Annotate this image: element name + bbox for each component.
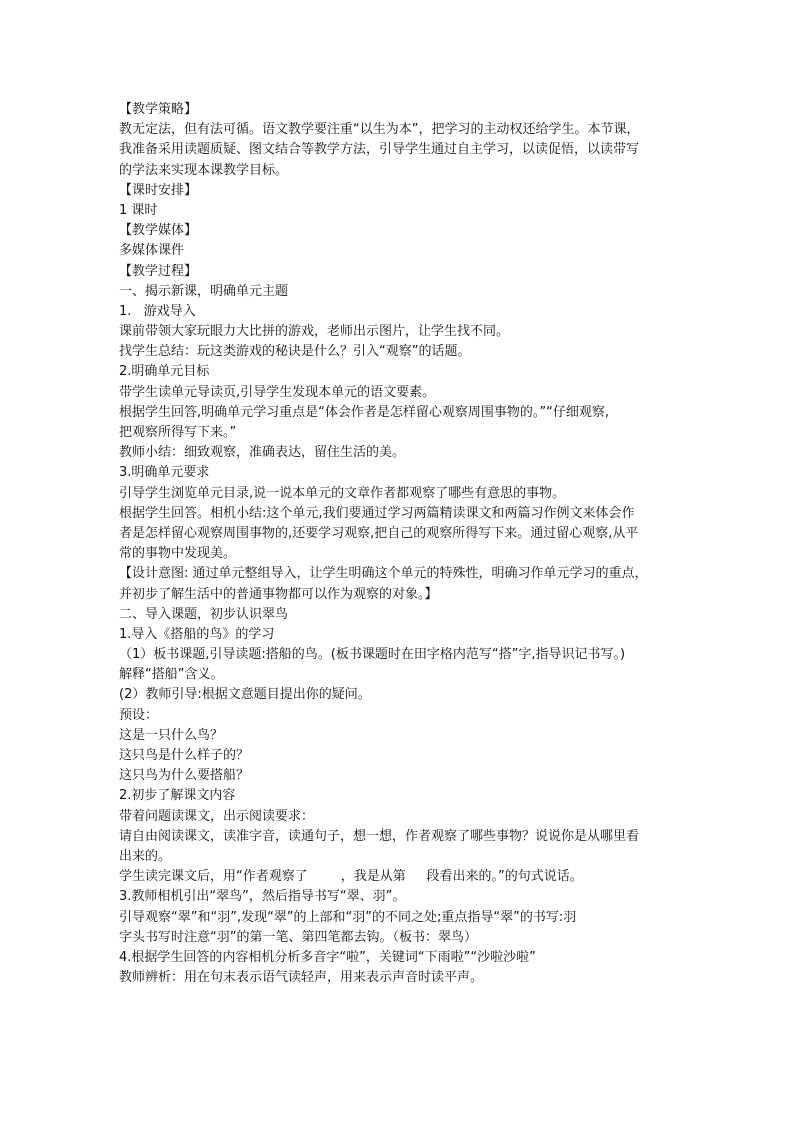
paragraph-line: 我准备采用读题质疑、图文结合等教学方法，引导学生通过自主学习，以读促悟，以读带写 <box>119 142 640 158</box>
section-heading-media: 【教学媒体】 <box>119 223 198 239</box>
paragraph-line: 找学生总结：玩这类游戏的秘诀是什么？引入“观察”的话题。 <box>119 344 471 360</box>
paragraph-line: 的学法来实现本课教学目标。 <box>119 162 289 178</box>
list-item: 3.明确单元要求 <box>119 465 210 481</box>
section-heading-schedule: 【课时安排】 <box>119 182 198 198</box>
paragraph-line: 者是怎样留心观察周围事物的,还要学习观察,把自己的观察所得写下来。通过留心观察,从平 <box>119 525 639 541</box>
paragraph-line: 学生读完课文后，用“作者观察了 ，我是从第 段看出来的。”的句式说话。 <box>119 869 583 885</box>
list-item: 4.根据学生回答的内容相机分析多音字“啦”，关键词“下雨啦”“沙啦沙啦” <box>119 949 536 965</box>
list-item: 2.明确单元目标 <box>119 364 210 380</box>
paragraph-line: 解释“搭船”含义。 <box>119 667 224 683</box>
paragraph-line: 多媒体课件 <box>119 243 185 259</box>
paragraph-line: 教无定法，但有法可循。语文教学要注重“以生为本”，把学习的主动权还给学生。本节课， <box>119 122 640 138</box>
paragraph-line: （1）板书课题,引导读题:搭船的鸟。(板书课题时在田字格内范写“搭”字,指导识记书写。) <box>119 647 626 663</box>
list-item: 1. 游戏导入 <box>119 303 196 319</box>
section-heading-strategy: 【教学策略】 <box>119 102 198 117</box>
paragraph-line: 教师辨析：用在句末表示语气读轻声，用来表示声音时读平声。 <box>119 970 484 986</box>
paragraph-line: 引导观察“翠”和“羽”,发现“翠”的上部和“羽”的不同之处;重点指导“翠”的书写:羽 <box>119 909 577 925</box>
list-item: 2.初步了解课文内容 <box>119 788 236 804</box>
design-intent-note: 并初步了解生活中的普通事物都可以作为观察的对象。】 <box>119 586 438 602</box>
list-item: 3.教师相机引出“翠鸟”，然后指导书写“翠、羽”。 <box>119 889 406 905</box>
question-line: 这是一只什么鸟？ <box>119 727 224 743</box>
question-line: 这只鸟是什么样子的？ <box>119 748 250 763</box>
paragraph-line: (2）教师引导:根据文意题目提出你的疑问。 <box>119 687 371 703</box>
list-item: 1.导入《搭船的鸟》的学习 <box>119 626 275 642</box>
paragraph-line: 引导学生浏览单元目录,说一说本单元的文章作者都观察了哪些有意思的事物。 <box>119 485 566 501</box>
document-body <box>119 100 679 988</box>
paragraph-line: 根据学生回答,明确单元学习重点是“体会作者是怎样留心观察周围事物的。”“仔细观察, <box>119 404 609 420</box>
paragraph-line: 带学生读单元导读页,引导学生发现本单元的语文要素。 <box>119 384 436 400</box>
paragraph-line: 预设： <box>119 707 159 723</box>
paragraph-line: 根据学生回答。相机小结:这个单元,我们要通过学习两篇精读课文和两篇习作例文来体会作 <box>119 505 635 521</box>
design-intent-note: 【设计意图: 通过单元整组导入，让学生明确这个单元的特殊性，明确习作单元学习的重点， <box>119 566 648 582</box>
paragraph-line: 带着问题读课文，出示阅读要求： <box>119 808 315 824</box>
paragraph-line: 请自由阅读课文，读准字音，读通句子，想一想，作者观察了哪些事物？说说你是从哪里看 <box>119 828 640 844</box>
question-line: 这只鸟为什么要搭船？ <box>119 768 250 784</box>
paragraph-line: 把观察所得写下来。” <box>119 425 237 440</box>
paragraph-line: 1 课时 <box>119 202 158 218</box>
paragraph-line: 教师小结：细致观察，准确表达，留住生活的美。 <box>119 445 406 461</box>
subsection-heading: 一、揭示新课，明确单元主题 <box>119 283 289 299</box>
subsection-heading: 二、导入课题，初步认识翠鸟 <box>119 606 289 622</box>
paragraph-line: 字头书写时注意“羽”的第一笔、第四笔都去钩。（板书：翠鸟） <box>119 929 477 945</box>
paragraph-line: 课前带领大家玩眼力大比拼的游戏，老师出示图片，让学生找不同。 <box>119 324 510 340</box>
paragraph-line: 常的事物中发现美。 <box>119 546 237 562</box>
section-heading-process: 【教学过程】 <box>119 263 198 279</box>
paragraph-line: 出来的。 <box>119 848 172 864</box>
